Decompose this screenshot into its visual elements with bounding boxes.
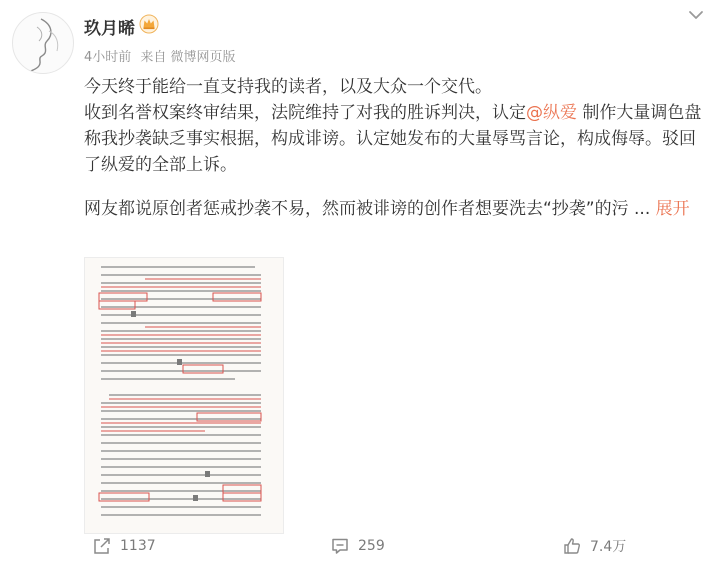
avatar[interactable] — [12, 12, 74, 74]
like-button[interactable] — [562, 534, 626, 558]
post-image[interactable] — [84, 257, 284, 534]
post-text-segment: 网友都说原创者惩戒抄袭不易，然而被诽谤的创作者想要洗去“抄袭”的污 — [84, 199, 629, 219]
post-source: 来自 微博网页版 — [140, 50, 236, 65]
expand-link[interactable]: 展开 — [655, 199, 690, 219]
action-bar — [0, 532, 720, 560]
post-text-segment: 收到名誉权案终审结果，法院维持了对我的胜诉判决，认定 — [84, 103, 526, 123]
post-text-segment: 制作大量调色盘称我抄袭缺乏事实根据，构成诽谤。认定她发布的大量辱骂言论，构成侮辱。驳回了纵爱的全部上诉。 — [84, 103, 702, 175]
more-menu-button[interactable] — [684, 8, 708, 24]
post-line-1: 今天终于能给一直支持我的读者，以及大众一个交代。 — [84, 77, 492, 97]
avatar-image — [13, 13, 73, 73]
comment-icon — [330, 536, 350, 556]
post-time[interactable]: 4小时前 — [84, 50, 132, 65]
post-paragraph-3 — [84, 196, 708, 222]
post-meta — [84, 46, 241, 65]
thumbs-up-icon — [562, 536, 582, 556]
chevron-down-icon — [684, 8, 708, 24]
repost-icon — [92, 536, 112, 556]
mention-link[interactable]: @纵爱 — [526, 103, 577, 123]
comment-button[interactable] — [330, 534, 385, 558]
like-count: 7.4万 — [590, 539, 627, 555]
post-paragraph-2 — [84, 100, 708, 178]
ellipsis: ... — [634, 199, 651, 219]
post-content — [84, 74, 708, 222]
comment-count: 259 — [358, 538, 385, 554]
repost-button[interactable] — [92, 534, 156, 558]
author-name[interactable]: 玖月晞 — [84, 19, 135, 39]
repost-count: 1137 — [120, 538, 156, 554]
vip-badge-icon — [139, 14, 159, 34]
court-document-scan — [85, 258, 283, 533]
